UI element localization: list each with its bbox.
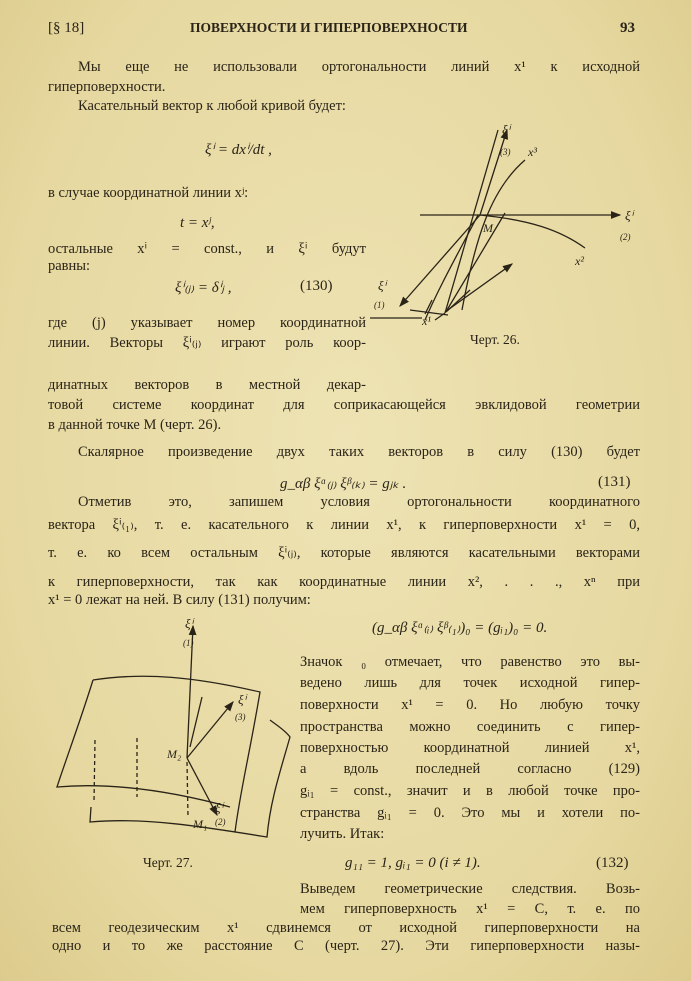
fig27-label: (3) (235, 712, 246, 722)
text-line: пространства можно соединить с гипер- (300, 719, 640, 735)
equation-number: (130) (300, 278, 333, 294)
text-line: x¹ = 0 лежат на ней. В силу (131) получим: (48, 592, 311, 608)
figure-27-caption: Черт. 27. (143, 855, 193, 870)
fig26-label: x¹ (422, 314, 431, 328)
fig26-label: ξⁱ (502, 122, 510, 137)
text-line: динатных векторов в местной декар- (48, 377, 366, 393)
equation-131: g_αβ ξᵅ₍ⱼ₎ ξᵝ₍ₖ₎ = gⱼₖ . (280, 476, 407, 492)
text-line: а вдоль последней согласно (129) (300, 761, 640, 777)
text-line: в данной точке M (черт. 26). (48, 417, 222, 433)
equation-number: (132) (596, 855, 629, 871)
figure-27-diagram (45, 612, 295, 842)
fig26-label: (3) (500, 147, 511, 157)
text-line: лучить. Итак: (300, 826, 385, 842)
fig26-label: ξⁱ (625, 208, 633, 223)
fig26-label: x³ (528, 145, 537, 159)
fig27-label: (2) (215, 817, 226, 827)
text-line: странства gᵢ₁ = 0. Это мы и хотели по- (300, 805, 640, 821)
text-line: где (j) указывает номер координатной (48, 315, 366, 331)
text-line: Скалярное произведение двух таких векторов в силу (130) будет (78, 444, 640, 460)
text-line: Значок ₀ отмечает, что равенство это вы- (300, 654, 640, 670)
text-line: т. е. ко всем остальным ξⁱ₍ⱼ₎, которые являются касательными векторами (48, 545, 640, 561)
text-line: поверхности x¹ = 0. Но любую точку (300, 697, 640, 713)
fig26-label: ξⁱ (378, 278, 386, 293)
equation-t: t = xʲ, (180, 215, 215, 231)
fig26-label: x² (575, 254, 584, 268)
text-line: остальные xⁱ = const., и ξⁱ будут (48, 241, 366, 257)
text-line: Отметив это, запишем условия ортогональности координатного (78, 494, 640, 510)
equation-orthogonality: (g_αβ ξᵅ₍ᵢ₎ ξᵝ₍₁₎)₀ = (gᵢ₁)₀ = 0. (372, 620, 548, 636)
fig27-label: M₂ (167, 747, 182, 761)
fig27-label: M₁ (193, 817, 208, 831)
text-line: Выведем геометрические следствия. Возь- (300, 881, 640, 897)
fig26-label: (1) (374, 300, 385, 310)
equation-tangent: ξⁱ = dxⁱ/dt , (205, 142, 272, 158)
fig27-label: ξⁱ (185, 616, 193, 631)
text-line: вектора ξⁱ₍₁₎, т. е. касательного к линии x¹, к гиперповерхности x¹ = 0, (48, 517, 640, 533)
text-line: мем гиперповерхность x¹ = C, т. е. по (300, 901, 640, 917)
text-line: одно и то же расстояние C (черт. 27). Эти гиперповерхности назы- (52, 938, 640, 954)
text-line: к гиперповерхности, так как координатные линии x², . . ., xⁿ при (48, 574, 640, 590)
figure-26-caption: Черт. 26. (470, 332, 520, 347)
fig26-label: M (483, 221, 493, 235)
text-line: Мы еще не использовали ортогональности линий x¹ к исходной (78, 59, 640, 75)
text-line: гиперповерхности. (48, 79, 166, 95)
fig27-label: ξⁱ (215, 800, 223, 815)
text-line: товой системе координат для соприкасающейся эвклидовой геометрии (48, 397, 640, 413)
text-line: поверхностью координатной линией x¹, (300, 740, 640, 756)
text-line: gᵢ₁ = const., значит и в любой точке про- (300, 783, 640, 799)
page-number: 93 (620, 20, 635, 36)
text-line: ведено лишь для точек исходной гипер- (300, 675, 640, 691)
equation-number: (131) (598, 474, 631, 490)
equation-130: ξⁱ₍ⱼ₎ = δⁱⱼ , (175, 280, 232, 296)
x3-curve (462, 160, 525, 310)
fig26-label: (2) (620, 232, 631, 242)
section-number: [§ 18] (48, 20, 85, 36)
chapter-title: ПОВЕРХНОСТИ И ГИПЕРПОВЕРХНОСТИ (190, 20, 468, 35)
text-line: Касательный вектор к любой кривой будет: (78, 98, 346, 114)
equation-132: g₁₁ = 1, gᵢ₁ = 0 (i ≠ 1). (345, 855, 481, 871)
fig27-label: ξⁱ (238, 692, 246, 707)
text-line: линии. Векторы ξⁱ₍ⱼ₎ играют роль коор- (48, 335, 366, 351)
figure-26-diagram (370, 120, 650, 330)
text-line: равны: (48, 258, 91, 274)
text-line: в случае координатной линии xʲ: (48, 185, 249, 201)
text-line: всем геодезическим x¹ сдвинемся от исходной гиперповерхности на (52, 920, 640, 936)
fig27-label: (1) (183, 638, 194, 648)
